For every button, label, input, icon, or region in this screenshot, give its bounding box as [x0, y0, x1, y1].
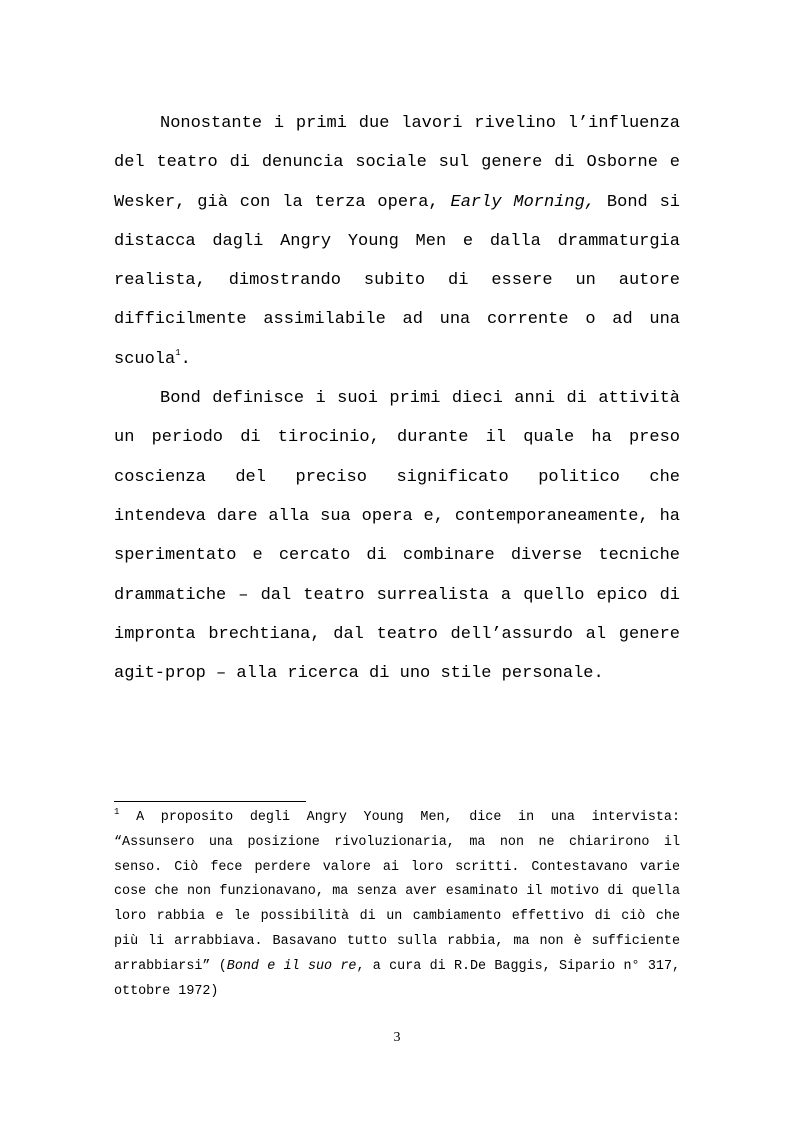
paragraph-1-text: Nonostante i primi due lavori rivelino l’influenza del teatro di denuncia sociale sul genere di Osborne e Wesker, già con la terza opera,	[114, 114, 680, 212]
footnote-reference: 1	[175, 348, 181, 359]
footnote-text: A proposito degli Angry Young Men, dice in una intervista: “Assunsero una posizione rivoluzionaria, ma non ne chiarirono il senso. Ciò fece perdere valore ai loro scritti. Contestavano varie cose che non funzionavano, ma senza aver esaminato il motivo di quella loro rabbia e le possibilità di un cambiamento effettivo di ciò che più li arrabbiava. Basavano tutto sulla rabbia, ma non è sufficiente arrabbiarsi” (	[114, 810, 680, 974]
footnote-separator	[114, 801, 306, 802]
paragraph-1-end: .	[180, 349, 191, 369]
footnote-area	[114, 801, 680, 1004]
paragraph-1	[114, 104, 680, 379]
work-title-early-morning: Early Morning,	[450, 192, 596, 212]
paragraph-1-text-continued: Bond si distacca dagli Angry Young Men e dalla drammaturgia realista, dimostrando subito di essere un autore difficilmente assimilabile ad una corrente o ad una scuola	[114, 192, 680, 369]
footnote-marker: 1	[114, 806, 120, 817]
body-text	[114, 104, 680, 693]
footnote-cited-title: Bond e il suo re	[226, 958, 357, 974]
page-number: 3	[393, 1030, 401, 1045]
footnote-citation: , a cura di R.De Baggis, Sipario n° 317, ottobre 1972)	[114, 958, 681, 999]
paragraph-2: Bond definisce i suoi primi dieci anni di attività un periodo di tirocinio, durante il quale ha preso coscienza del preciso significato politico che intendeva dare alla sua opera e, contemporaneamente, ha sperimentato e cercato di combinare diverse tecniche drammatiche – dal teatro surrealista a quello epico di impronta brechtiana, dal teatro dell’assurdo al genere agit-prop – alla ricerca di uno stile personale.	[114, 389, 680, 684]
footnote-1	[114, 806, 680, 1004]
